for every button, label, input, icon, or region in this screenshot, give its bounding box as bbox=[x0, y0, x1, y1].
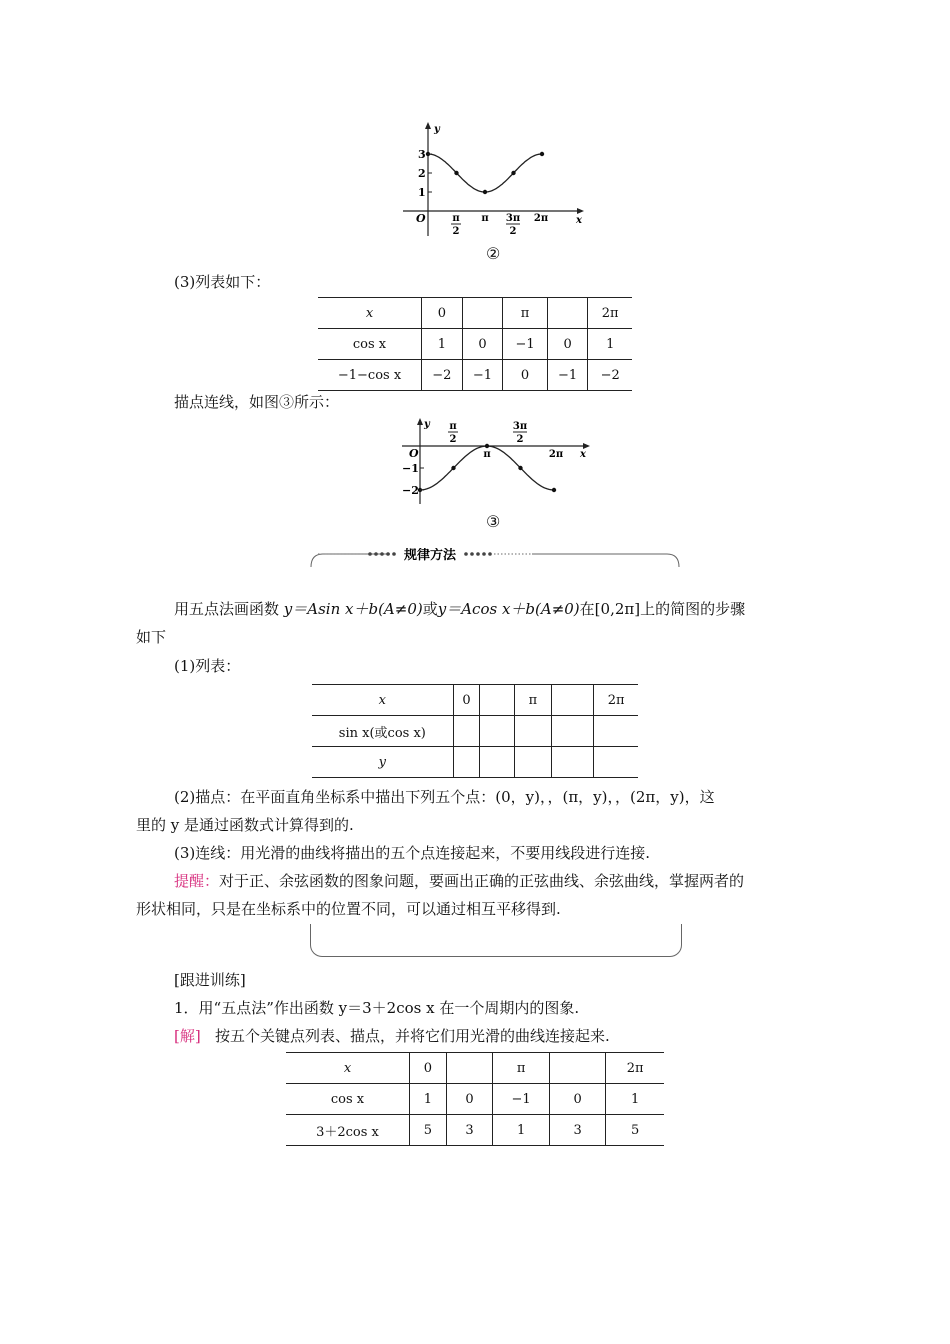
cosine-curve bbox=[428, 154, 542, 192]
cell: x bbox=[365, 305, 374, 321]
cell: y bbox=[378, 754, 387, 770]
cell: 1 bbox=[493, 1115, 550, 1146]
x-tick-label: π bbox=[481, 213, 489, 224]
method-box-title: 规律方法 bbox=[403, 548, 457, 563]
cell: 0 bbox=[422, 298, 463, 329]
cell bbox=[594, 716, 638, 747]
key-point bbox=[483, 190, 487, 194]
cell: −1−cos x bbox=[318, 360, 422, 391]
cell bbox=[515, 747, 552, 778]
x-axis-label: x bbox=[576, 215, 582, 226]
cell: 2π bbox=[588, 298, 632, 329]
tip-label: 提醒： bbox=[174, 872, 220, 890]
key-point bbox=[540, 152, 544, 156]
method-step2-line2: 里的 y 是通过函数式计算得到的. bbox=[136, 816, 354, 834]
method-box-bottom-border bbox=[310, 924, 682, 957]
cell bbox=[462, 298, 503, 329]
method-step2-line1: (2)描点：在平面直角坐标系中描出下列五个点：(0，y)，，(π，y)，，(2π，y)，这 bbox=[174, 788, 715, 806]
part3-intro: (3)列表如下： bbox=[174, 273, 271, 291]
cell: 1 bbox=[422, 329, 463, 360]
practice-table bbox=[286, 1052, 664, 1146]
cell: −1 bbox=[493, 1084, 550, 1115]
cell: π bbox=[503, 298, 548, 329]
cell: 3 bbox=[446, 1115, 493, 1146]
figure-2-graph bbox=[398, 118, 590, 242]
practice-solution: [解] 按五个关键点列表、描点，并将它们用光滑的曲线连接起来. bbox=[174, 1027, 610, 1045]
cell bbox=[551, 716, 594, 747]
cell: sin x(或cos x) bbox=[312, 716, 453, 747]
figure-2-caption: ② bbox=[486, 244, 501, 263]
x-tick-label: 2 bbox=[509, 226, 517, 237]
x-tick-label: 2 bbox=[449, 434, 457, 445]
key-point bbox=[511, 171, 515, 175]
part3-table bbox=[318, 297, 632, 391]
cell: −1 bbox=[547, 360, 588, 391]
y-axis-label: y bbox=[424, 419, 430, 430]
x-tick-label: π bbox=[483, 449, 491, 460]
cell: 0 bbox=[446, 1084, 493, 1115]
method-table bbox=[312, 684, 638, 778]
x-axis-arrow bbox=[577, 208, 584, 214]
cell bbox=[549, 1053, 605, 1084]
method-step1: (1)列表： bbox=[174, 657, 241, 675]
cell: 0 bbox=[410, 1053, 447, 1084]
y-axis-label: y bbox=[434, 124, 440, 135]
formula: y＝Acos x＋b(A≠0) bbox=[437, 600, 580, 618]
cell: 5 bbox=[410, 1115, 447, 1146]
y-tick-label: 3 bbox=[418, 148, 426, 161]
key-point bbox=[552, 488, 556, 492]
y-tick-label: 1 bbox=[418, 186, 426, 199]
practice-heading: [跟进训练] bbox=[174, 971, 246, 989]
cell bbox=[551, 747, 594, 778]
cell bbox=[515, 716, 552, 747]
cell bbox=[547, 298, 588, 329]
cell: 1 bbox=[588, 329, 632, 360]
cell: x bbox=[378, 692, 386, 708]
method-step3: (3)连线：用光滑的曲线将描出的五个点连接起来，不要用线段进行连接. bbox=[174, 844, 651, 862]
cell: cos x bbox=[318, 329, 422, 360]
cell: 2π bbox=[606, 1053, 664, 1084]
method-box-top-border bbox=[310, 548, 680, 568]
x-tick-label: 3π bbox=[505, 213, 521, 224]
cell: 0 bbox=[547, 329, 588, 360]
cell: 0 bbox=[549, 1084, 605, 1115]
y-tick-label: 2 bbox=[418, 167, 426, 180]
cell: π bbox=[515, 685, 552, 716]
formula: y＝Asin x＋b(A≠0) bbox=[283, 600, 423, 618]
cell bbox=[594, 747, 638, 778]
x-tick-label: 2π bbox=[548, 449, 564, 460]
part3-after: 描点连线，如图③所示： bbox=[174, 393, 340, 411]
x-tick-label: 2 bbox=[452, 226, 460, 237]
method-tip-line1: 提醒：对于正、余弦函数的图象问题，要画出正确的正弦曲线、余弦曲线，掌握两者的 bbox=[174, 872, 745, 890]
x-tick-label: 2π bbox=[533, 213, 549, 224]
cell: 1 bbox=[606, 1084, 664, 1115]
cell: −1 bbox=[462, 360, 503, 391]
x-tick-label: 2 bbox=[516, 434, 524, 445]
cell: 3 bbox=[549, 1115, 605, 1146]
cell bbox=[446, 1053, 493, 1084]
cell: 1 bbox=[410, 1084, 447, 1115]
key-point bbox=[454, 171, 458, 175]
cell: 2π bbox=[594, 685, 638, 716]
cell: −2 bbox=[588, 360, 632, 391]
x-tick-label: π bbox=[452, 213, 460, 224]
cell: 0 bbox=[462, 329, 503, 360]
y-axis-arrow bbox=[425, 122, 431, 129]
figure-3-graph bbox=[396, 414, 596, 510]
cell: 3＋2cos x bbox=[286, 1115, 410, 1146]
solution-label: [解] bbox=[174, 1027, 201, 1045]
cell: 0 bbox=[453, 685, 480, 716]
method-intro-cont: 如下 bbox=[136, 628, 167, 646]
cell bbox=[480, 747, 515, 778]
method-tip-line2: 形状相同，只是在坐标系中的位置不同，可以通过相互平移得到. bbox=[136, 900, 561, 918]
key-point bbox=[485, 444, 489, 448]
cell: cos x bbox=[286, 1084, 410, 1115]
cell bbox=[453, 716, 480, 747]
x-tick-label: π bbox=[449, 421, 457, 432]
practice-question-1: 1．用“五点法”作出函数 y＝3＋2cos x 在一个周期内的图象. bbox=[174, 999, 580, 1017]
origin-label: O bbox=[416, 212, 426, 225]
y-tick-label: −1 bbox=[402, 462, 419, 475]
cell bbox=[453, 747, 480, 778]
key-point bbox=[518, 466, 522, 470]
cell: 5 bbox=[606, 1115, 664, 1146]
x-tick-label: 3π bbox=[512, 421, 528, 432]
method-intro: 用五点法画函数 y＝Asin x＋b(A≠0)或y＝Acos x＋b(A≠0)在[0,2π]上的简图的步骤 bbox=[174, 600, 746, 618]
cell bbox=[551, 685, 594, 716]
y-tick-label: −2 bbox=[402, 484, 419, 497]
cell: −2 bbox=[422, 360, 463, 391]
origin-label: O bbox=[409, 447, 419, 460]
y-axis-arrow bbox=[417, 418, 423, 425]
cell: π bbox=[493, 1053, 550, 1084]
cell: −1 bbox=[503, 329, 548, 360]
cell: 0 bbox=[503, 360, 548, 391]
key-point bbox=[451, 466, 455, 470]
cell: x bbox=[343, 1060, 352, 1076]
cell bbox=[480, 716, 515, 747]
x-axis-label: x bbox=[580, 449, 586, 460]
cell bbox=[480, 685, 515, 716]
figure-3-caption: ③ bbox=[486, 512, 501, 531]
